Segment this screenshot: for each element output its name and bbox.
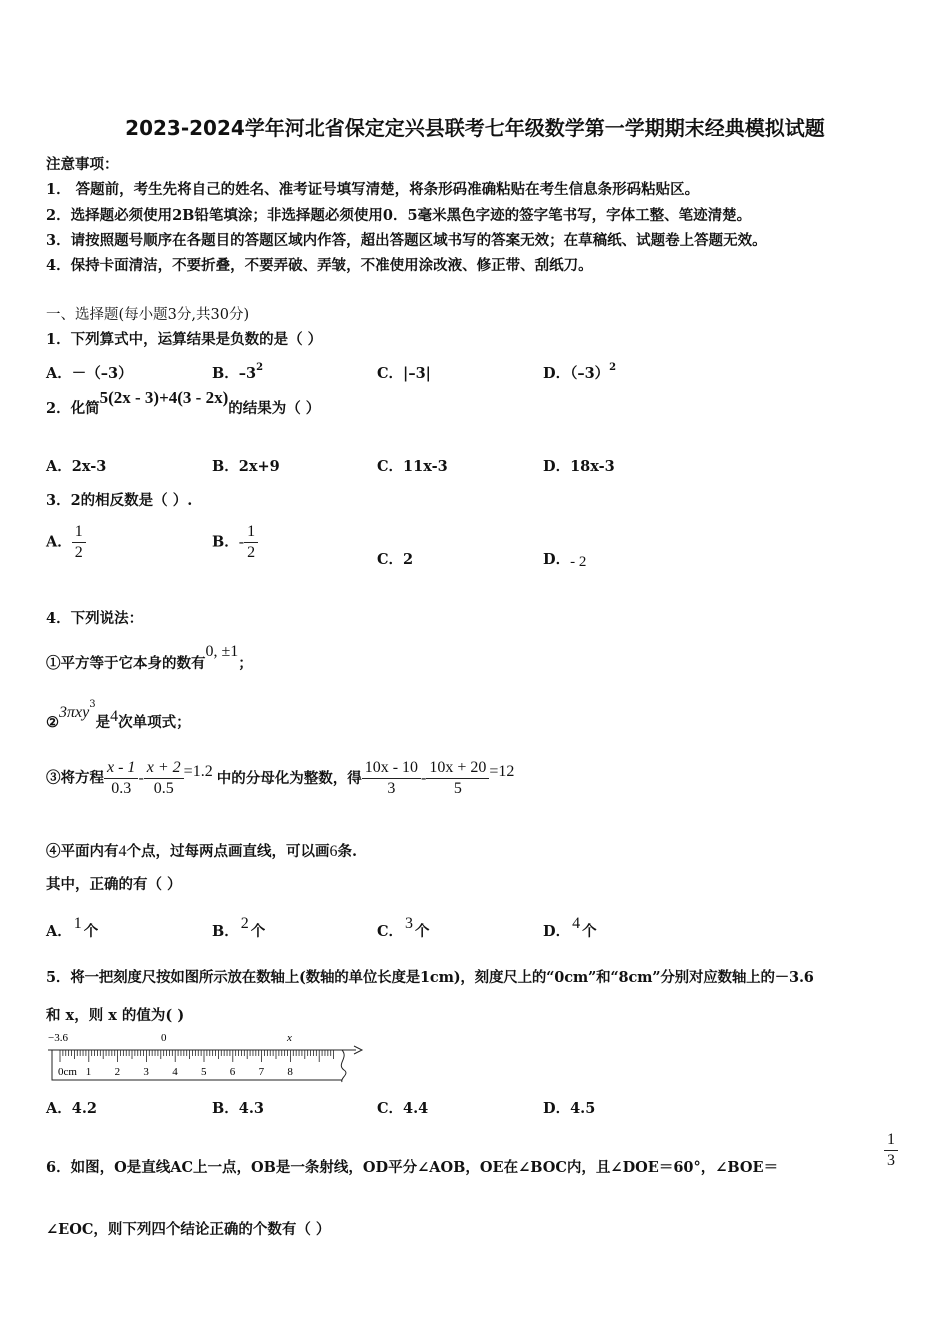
q2-suffix: 的结果为（ ） [228, 400, 321, 417]
q1-option-a: A．－（–3） [46, 365, 133, 382]
q4-s3-f4-den: 5 [453, 780, 462, 797]
q4-s3-f2-den: 0.5 [153, 780, 174, 797]
question-3-stem: 3．2的相反数是（ ）. [46, 492, 193, 509]
q4-s3-eq-2: =12 [489, 762, 515, 780]
q4-option-b [212, 915, 266, 941]
notice-item: 3．请按照题号顺序在各题目的答题区域内作答，超出答题区域书写的答案无效；在草稿纸、试题卷上答题无效。 [46, 232, 767, 249]
q4-d-unit: 个 [582, 923, 597, 940]
q4-which: 其中，正确的有（ ） [46, 876, 182, 893]
notice-item: 1． 答题前，考生先将自己的姓名、准考证号填写清楚，将条形码准确粘贴在考生信息条形码粘贴区。 [46, 181, 700, 198]
q3-option-b-label: B． [212, 533, 239, 551]
q4-s4-n1: 4 [118, 843, 127, 860]
q4-statement-1 [46, 643, 253, 673]
q3-option-b [212, 522, 258, 563]
q4-s3-f1-den: 0.3 [111, 780, 132, 797]
q4-s3-f3-den: 3 [387, 780, 396, 797]
q1-option-d [543, 362, 616, 383]
q4-d-num: 4 [572, 915, 581, 932]
axis-label-zero: 0 [161, 1032, 167, 1044]
ruler-label: 0cm [58, 1066, 77, 1078]
q2-option-c: C．11x-3 [377, 458, 448, 475]
q4-s1-math: 0, ±1 [205, 643, 239, 660]
q4-s3-f2-num: x + 2 [144, 758, 184, 779]
q2-option-d: D．18x-3 [543, 458, 615, 475]
ruler-number-line-figure [44, 1028, 366, 1086]
q4-s3-text: ③将方程 [46, 769, 104, 787]
ruler-ticks [60, 1050, 334, 1062]
q4-b-unit: 个 [250, 923, 266, 940]
ruler-label: 5 [201, 1066, 207, 1078]
q4-statement-2 [46, 699, 191, 732]
axis-label-minus-3-6: −3.6 [48, 1032, 68, 1044]
q4-statement-4 [46, 840, 357, 861]
q4-c-num: 3 [405, 915, 414, 932]
q4-s4-n2: 6 [329, 843, 338, 860]
q4-option-c [377, 915, 430, 941]
q4-s3-minus: - [138, 769, 144, 787]
page-title: 2023-2024学年河北省保定定兴县联考七年级数学第一学期期末经典模拟试题 [125, 116, 825, 140]
q4-s3-middle: 中的分母化为整数，得 [216, 769, 362, 787]
q4-b-label: B． [212, 923, 239, 940]
q4-s3-fraction-3 [362, 758, 421, 799]
q3-option-d [543, 548, 586, 569]
ruler-label: 7 [258, 1066, 265, 1078]
axis-label-x: x [287, 1032, 292, 1044]
q3-option-a [46, 522, 86, 563]
question-2-stem [46, 388, 321, 418]
q4-a-unit: 个 [83, 923, 99, 940]
ruler-label: 2 [114, 1066, 121, 1078]
question-4-stem: 4．下列说法： [46, 610, 144, 627]
q4-s2-mark: ② [46, 714, 59, 731]
q4-a-label: A． [46, 923, 72, 940]
q4-c-unit: 个 [415, 923, 430, 940]
q4-s2-degree: 4 [110, 708, 119, 725]
q2-option-b: B．2x+9 [212, 458, 280, 475]
q3-a-den: 2 [72, 542, 86, 563]
q4-s2-exp: 3 [89, 699, 96, 710]
section-heading: 一、选择题(每小题3分,共30分) [46, 307, 250, 323]
question-5-line-2: 和 x，则 x 的值为( ) [46, 1007, 185, 1024]
q1-option-c: C．|–3| [377, 365, 431, 382]
q4-s2-end: 次单项式； [118, 714, 191, 731]
ruler-labels [58, 1066, 293, 1078]
q1-option-b-text: B．–3 [212, 365, 257, 382]
q4-option-d [543, 915, 597, 941]
q2-option-a: A．2x-3 [46, 458, 107, 475]
q3-option-d-label: D． [543, 551, 571, 568]
ruler-break-mark [341, 1050, 346, 1082]
q4-a-num: 1 [73, 915, 82, 932]
q4-s3-fraction-2 [144, 758, 184, 799]
q5-option-b: B．4.3 [212, 1100, 264, 1117]
q4-c-label: C． [377, 923, 404, 940]
q4-s3-fraction-4 [426, 758, 489, 799]
question-1-stem: 1．下列算式中，运算结果是负数的是（ ） [46, 331, 323, 348]
q1-option-d-text: D．（–3） [543, 365, 610, 382]
q3-option-a-fraction [72, 522, 86, 563]
q1-option-b [212, 362, 263, 383]
q3-option-a-label: A． [46, 533, 72, 551]
q4-s3-f4-num: 10x + 20 [426, 758, 489, 779]
ruler-label: 6 [229, 1066, 236, 1078]
q1-option-d-exp: 2 [609, 362, 617, 373]
q5-option-c: C．4.4 [377, 1100, 429, 1117]
q6-fraction [884, 1130, 898, 1171]
notice-item: 2．选择题必须使用2B铅笔填涂；非选择题必须使用0．5毫米黑色字迹的签字笔书写，字体工整、笔迹清楚。 [46, 207, 752, 224]
question-6-line-1: 6．如图，O是直线AC上一点，OB是一条射线，OD平分∠AOB，OE在∠BOC内，且∠DOE＝60°，∠BOE＝ [46, 1159, 779, 1176]
q4-s1-end: ； [238, 655, 253, 672]
ruler-label: 3 [143, 1066, 149, 1078]
ruler-body [52, 1050, 342, 1080]
notice-item: 4．保持卡面清洁，不要折叠，不要弄破、弄皱，不准使用涂改液、修正带、刮纸刀。 [46, 257, 593, 274]
question-5-line-1: 5．将一把刻度尺按如图所示放在数轴上(数轴的单位长度是1cm)，刻度尺上的“0cm”和“8cm”分别对应数轴上的－3.6 [46, 969, 814, 986]
q2-prefix: 2．化简 [46, 400, 100, 417]
q3-b-num: 1 [244, 522, 258, 543]
ruler-label: 1 [85, 1066, 92, 1078]
q1-option-b-exp: 2 [256, 362, 264, 373]
q4-s2-is: 是 [95, 714, 111, 731]
q4-s4-middle: 个点，过每两点画直线，可以画 [126, 843, 330, 860]
q3-option-c: C．2 [377, 551, 414, 568]
q4-d-label: D． [543, 923, 571, 940]
q3-d-value: - 2 [570, 554, 587, 570]
q4-s2-math: 3πxy [59, 704, 90, 721]
q4-s4-text: ④平面内有 [46, 843, 119, 860]
q4-s4-end: 条. [337, 843, 358, 860]
q5-option-d: D．4.5 [543, 1100, 596, 1117]
q5-option-a: A．4.2 [46, 1100, 97, 1117]
q3-b-sign: - [238, 533, 245, 551]
q3-a-num: 1 [74, 523, 83, 540]
q4-statement-3 [46, 758, 514, 799]
question-6-line-2: ∠EOC，则下列四个结论正确的个数有（ ） [46, 1221, 331, 1238]
q4-s1-text: ①平方等于它本身的数有 [46, 655, 206, 672]
q4-s3-eq: =1.2 [183, 762, 213, 780]
q4-s3-minus-2: - [421, 769, 427, 787]
q2-expression: 5(2x - 3)+4(3 - 2x) [99, 388, 229, 407]
ruler-label: 4 [172, 1066, 178, 1078]
q4-s3-fraction-1 [104, 758, 138, 799]
q4-s3-f3-num: 10x - 10 [362, 758, 421, 779]
q6-frac-num: 1 [884, 1130, 898, 1151]
notice-heading: 注意事项： [46, 156, 119, 173]
q4-option-a [46, 915, 99, 941]
q4-s3-f1-num: x - 1 [104, 758, 138, 779]
q4-b-num: 2 [240, 915, 249, 932]
q3-b-den: 2 [247, 544, 256, 561]
q3-option-b-fraction [244, 522, 258, 563]
ruler-label: 8 [287, 1066, 293, 1078]
q6-frac-den: 3 [887, 1152, 895, 1169]
